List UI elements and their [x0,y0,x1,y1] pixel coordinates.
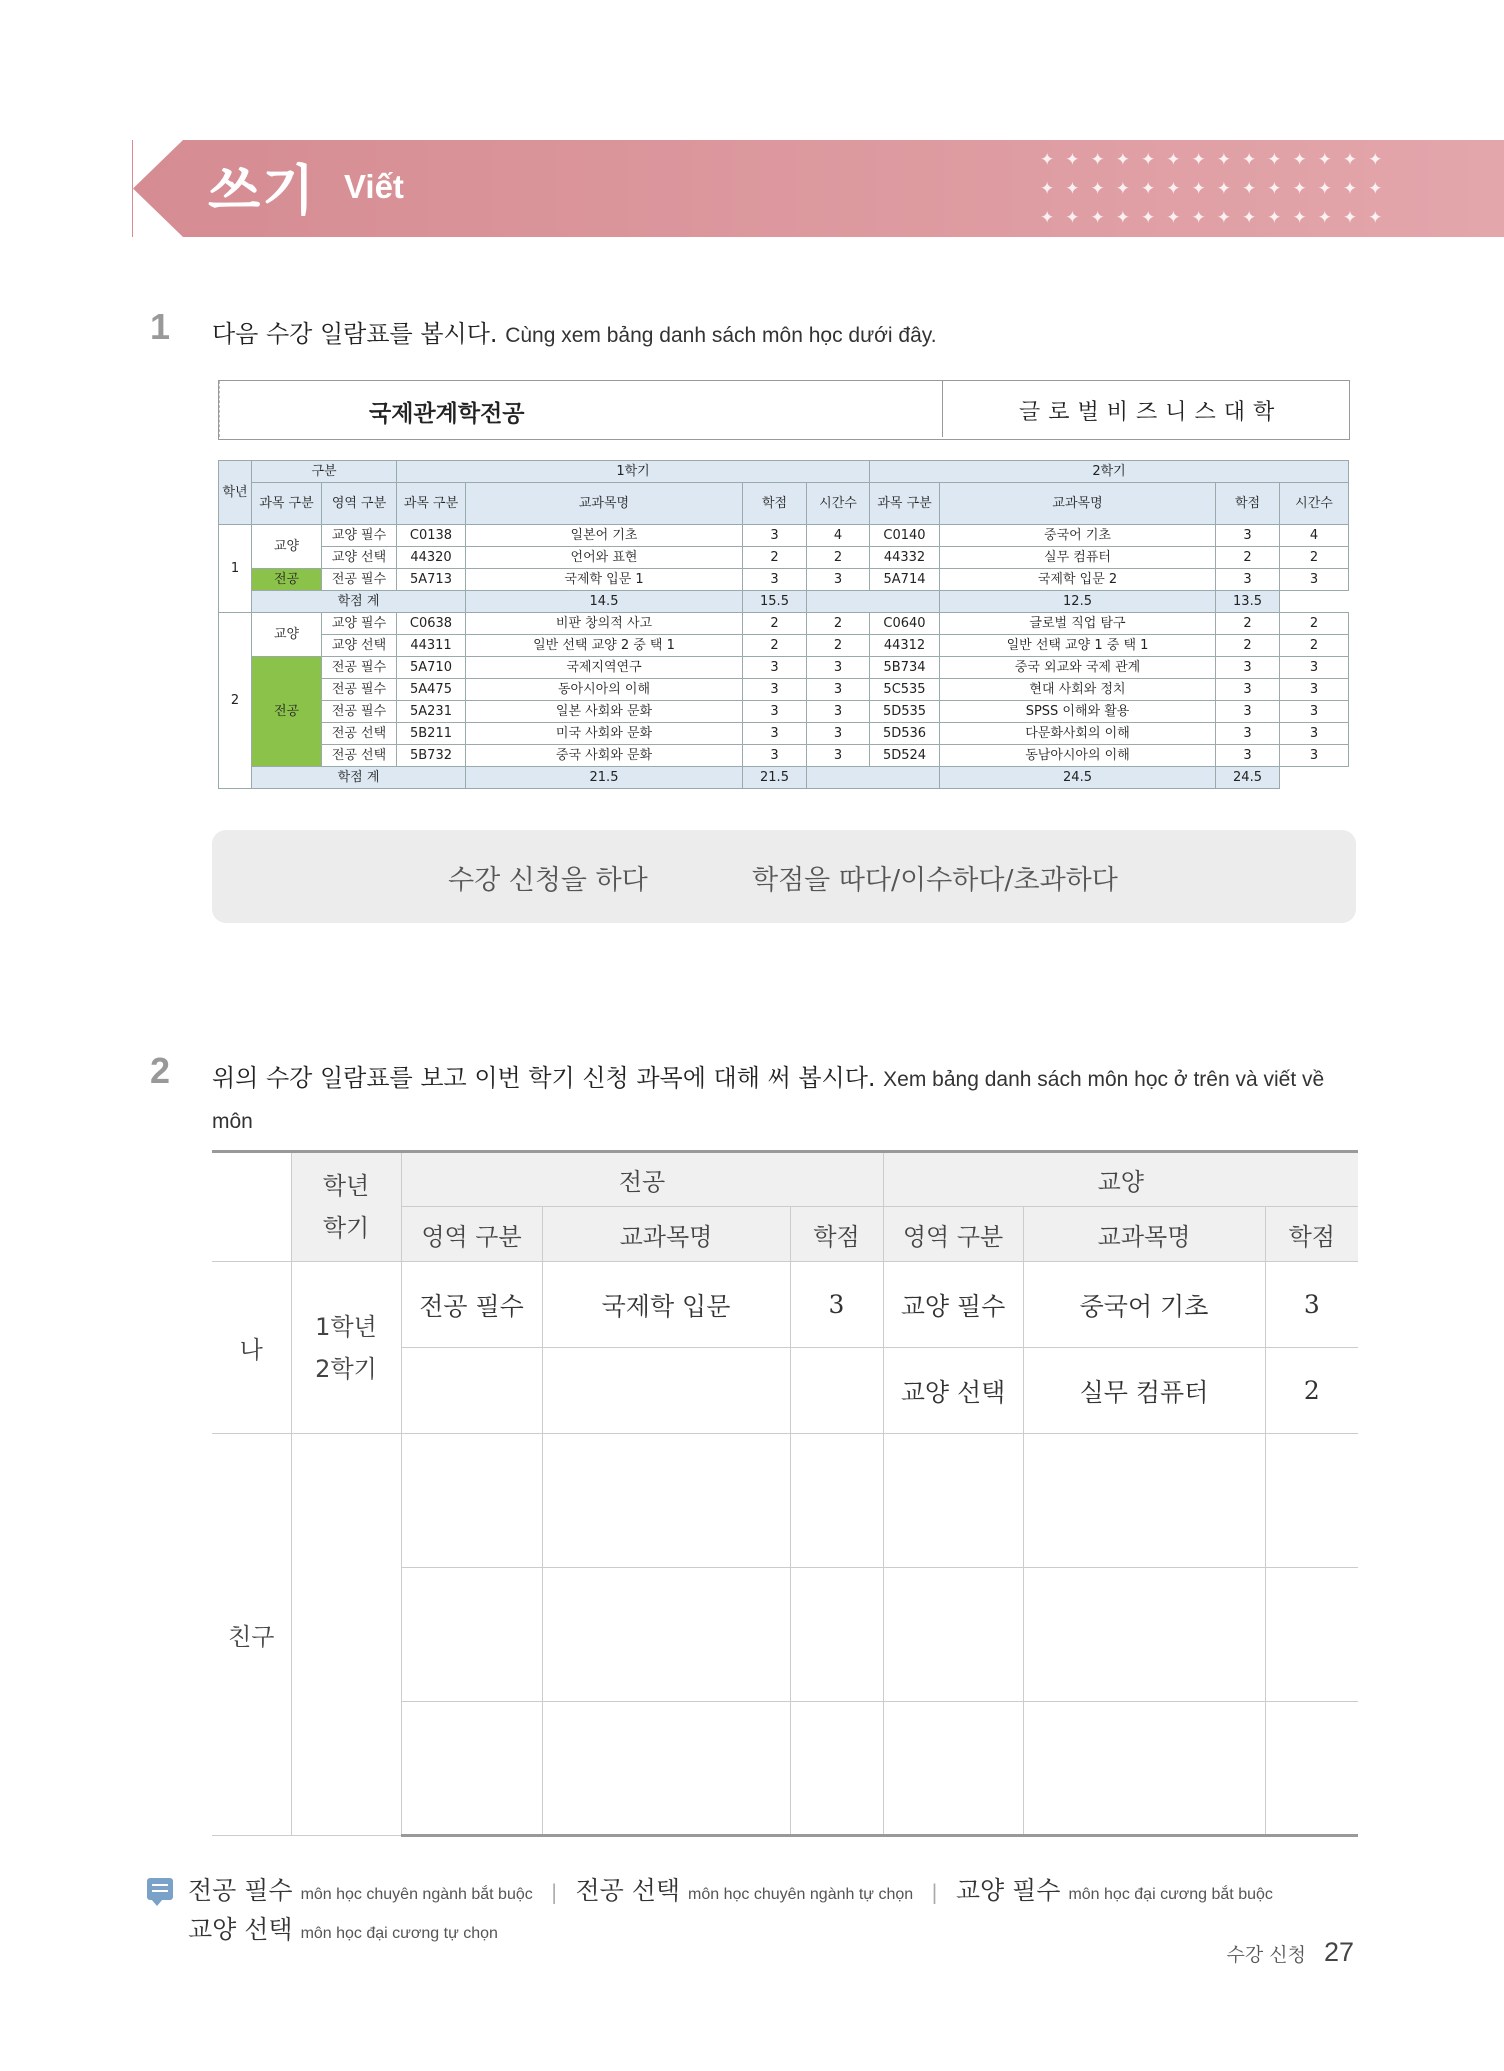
writing-cell[interactable] [1023,1568,1265,1702]
number-cell: 3 [1216,657,1280,679]
course-name-cell: 일반 선택 교양 2 중 택 1 [466,635,743,657]
header-course-type: 과목 구분 [252,483,322,525]
credit-sum-blank [807,591,940,613]
schedule-row [219,613,1349,635]
course-code-cell: 5B734 [870,657,940,679]
writing-major-area: 영역 구분 [401,1207,542,1262]
number-cell: 2 [1280,635,1349,657]
writing-cell[interactable] [790,1434,883,1568]
header-code-1: 과목 구분 [397,483,466,525]
writing-cell[interactable] [883,1702,1023,1836]
number-cell: 3 [1280,657,1349,679]
course-code-cell: 5A231 [397,701,466,723]
area-type-cell: 전공 필수 [322,657,397,679]
course-type-cell: 교양 [252,525,322,569]
writing-cell[interactable] [401,1568,542,1702]
writing-cell[interactable]: 3 [1265,1262,1358,1348]
schedule-header-row-1 [219,461,1349,483]
writing-major-header: 전공 [401,1152,883,1207]
number-cell: 3 [1216,723,1280,745]
header-name-2: 교과목명 [940,483,1216,525]
area-type-cell: 전공 필수 [322,701,397,723]
number-cell: 3 [1280,723,1349,745]
banner-star-pattern: ✦✦✦✦✦✦✦✦✦✦✦✦✦✦ ✦✦✦✦✦✦✦✦✦✦✦✦✦✦ ✦✦✦✦✦✦✦✦✦✦✦✦✦✦ [1040,150,1394,228]
banner-title-vietnamese: Viết [344,168,404,205]
course-name-cell: 일본어 기초 [466,525,743,547]
writing-cell[interactable] [883,1568,1023,1702]
credit-sum-value: 14.5 [466,591,743,613]
number-cell: 3 [1216,745,1280,767]
writing-sem-label: 학기 [322,1214,370,1242]
writing-cell[interactable] [1265,1702,1358,1836]
credit-sum-label: 학점 계 [252,591,466,613]
writing-cell[interactable] [1023,1702,1265,1836]
number-cell: 3 [1216,679,1280,701]
course-type-cell: 전공 [252,569,322,591]
area-type-cell: 전공 필수 [322,679,397,701]
course-name-cell: 중국어 기초 [940,525,1216,547]
course-code-cell: 5A475 [397,679,466,701]
writing-cell[interactable]: 2 [1265,1348,1358,1434]
number-cell: 2 [807,635,870,657]
footnote-term-1: 전공 필수 [188,1876,293,1905]
question-2-vietnamese-1: Xem bảng danh sách môn học ở trên và viết về môn [212,1068,1325,1133]
number-cell: 3 [1216,569,1280,591]
year-cell: 1 [219,525,252,613]
writing-general-header: 교양 [883,1152,1358,1207]
schedule-row [219,547,1349,569]
number-cell: 3 [743,679,807,701]
number-cell: 3 [807,679,870,701]
course-type-cell: 전공 [252,657,322,767]
header-name-1: 교과목명 [466,483,743,525]
schedule-row [219,745,1349,767]
hours-sum-value: 13.5 [1216,591,1280,613]
question-1-vietnamese: Cùng xem bảng danh sách môn học dưới đây. [505,324,937,347]
writing-general-area: 영역 구분 [883,1207,1023,1262]
number-cell: 2 [807,613,870,635]
header-hours-2: 시간수 [1280,483,1349,525]
header-hours-1: 시간수 [807,483,870,525]
schedule-header-row-2 [219,483,1349,525]
schedule-title-left [219,381,943,437]
header-credit-1: 학점 [743,483,807,525]
number-cell: 2 [743,547,807,569]
course-code-cell: C0640 [870,613,940,635]
writing-cell[interactable]: 교양 선택 [883,1348,1023,1434]
schedule-row [219,635,1349,657]
number-cell: 3 [743,525,807,547]
number-cell: 3 [1216,525,1280,547]
page-footer [1226,1937,1354,1968]
writing-friend-label: 친구 [212,1434,291,1836]
number-cell: 3 [807,569,870,591]
number-cell: 2 [743,613,807,635]
writing-cell[interactable]: 실무 컴퓨터 [1023,1348,1265,1434]
course-name-cell: 다문화사회의 이해 [940,723,1216,745]
header-category: 구분 [252,461,397,483]
number-cell: 3 [807,745,870,767]
note-icon [147,1878,173,1900]
area-type-cell: 교양 필수 [322,525,397,547]
writing-me-label: 나 [212,1262,291,1434]
course-schedule-table [218,460,1349,789]
course-type-cell: 교양 [252,613,322,657]
course-code-cell: 44320 [397,547,466,569]
schedule-row [219,701,1349,723]
number-cell: 3 [807,701,870,723]
course-code-cell: 5B732 [397,745,466,767]
course-code-cell: 5D536 [870,723,940,745]
course-code-cell: 5D535 [870,701,940,723]
writing-me-sem: 2학기 [315,1354,377,1383]
number-cell: 2 [807,547,870,569]
course-name-cell: 글로벌 직업 탐구 [940,613,1216,635]
credit-sum-row [219,591,1349,613]
credit-sum-value: 21.5 [466,767,743,789]
writing-me-year: 1학년 [315,1312,377,1341]
writing-cell[interactable] [542,1348,790,1434]
number-cell: 2 [1216,613,1280,635]
credit-sum-value: 24.5 [940,767,1216,789]
page-number: 27 [1323,1937,1354,1967]
course-code-cell: 5D524 [870,745,940,767]
hours-sum-value: 24.5 [1216,767,1280,789]
course-code-cell: 5C535 [870,679,940,701]
credit-sum-value: 12.5 [940,591,1216,613]
header-semester-1: 1학기 [397,461,870,483]
course-name-cell: 동남아시아의 이해 [940,745,1216,767]
course-name-cell: 미국 사회와 문화 [466,723,743,745]
header-semester-2: 2학기 [870,461,1349,483]
number-cell: 3 [1280,745,1349,767]
writing-cell[interactable]: 중국어 기초 [1023,1262,1265,1348]
number-cell: 2 [1216,547,1280,569]
course-name-cell: 일본 사회와 문화 [466,701,743,723]
writing-cell[interactable] [790,1568,883,1702]
number-cell: 3 [743,723,807,745]
schedule-title-box [218,380,1350,440]
schedule-row [219,525,1349,547]
course-code-cell: 5A710 [397,657,466,679]
hours-sum-value: 21.5 [743,767,807,789]
number-cell: 3 [807,657,870,679]
course-code-cell: 44311 [397,635,466,657]
area-type-cell: 전공 선택 [322,745,397,767]
writing-cell[interactable] [401,1434,542,1568]
course-name-cell: 국제학 입문 2 [940,569,1216,591]
course-name-cell: 국제학 입문 1 [466,569,743,591]
course-name-cell: 국제지역연구 [466,657,743,679]
footnote-line-2 [188,1910,498,1946]
writing-year-sem-header [291,1152,401,1262]
writing-cell[interactable] [542,1568,790,1702]
writing-cell[interactable] [790,1702,883,1836]
course-name-cell: 동아시아의 이해 [466,679,743,701]
writing-general-credit: 학점 [1265,1207,1358,1262]
number-cell: 2 [1216,635,1280,657]
writing-cell[interactable]: 국제학 입문 [542,1262,790,1348]
year-cell: 2 [219,613,252,789]
number-cell: 3 [807,723,870,745]
footnote-term-4: 교양 선택 [188,1915,293,1944]
area-type-cell: 전공 필수 [322,569,397,591]
writing-cell[interactable] [1265,1434,1358,1568]
number-cell: 4 [807,525,870,547]
footnote-term-3: 교양 필수 [955,1876,1061,1905]
course-name-cell: 현대 사회와 정치 [940,679,1216,701]
header-code-2: 과목 구분 [870,483,940,525]
question-1-korean: 다음 수강 일람표를 봅시다. [212,320,498,348]
writing-row-friend-1 [212,1434,1358,1568]
schedule-row [219,679,1349,701]
writing-cell[interactable] [542,1434,790,1568]
number-cell: 3 [743,745,807,767]
question-1-number: 1 [150,306,171,347]
page-section-name: 수강 신청 [1226,1944,1306,1966]
course-name-cell: 언어와 표현 [466,547,743,569]
separator: | [931,1880,938,1904]
footnote-term-2: 전공 선택 [575,1876,681,1905]
course-name-cell: SPSS 이해와 활용 [940,701,1216,723]
footnote-line-1 [188,1871,1273,1907]
course-name-cell: 비판 창의적 사고 [466,613,743,635]
course-code-cell: C0140 [870,525,940,547]
header-area-type: 영역 구분 [322,483,397,525]
writing-cell[interactable] [291,1434,401,1836]
writing-cell[interactable]: 전공 필수 [401,1262,542,1348]
course-code-cell: C0638 [397,613,466,635]
writing-cell[interactable] [883,1434,1023,1568]
schedule-body [219,525,1349,789]
number-cell: 3 [1280,569,1349,591]
header-credit-2: 학점 [1216,483,1280,525]
vocab-item-1: 수강 신청을 하다 [448,865,648,896]
course-code-cell: 44332 [870,547,940,569]
writing-cell[interactable]: 교양 필수 [883,1262,1023,1348]
schedule-major-title: 국제관계학전공 [369,401,525,427]
credit-sum-row [219,767,1349,789]
separator: | [550,1880,558,1904]
writing-cell[interactable] [1023,1434,1265,1568]
course-code-cell: 5A714 [870,569,940,591]
number-cell: 2 [1280,547,1349,569]
writing-year-label: 학년 [322,1172,370,1200]
question-2-korean: 위의 수강 일람표를 보고 이번 학기 신청 과목에 대해 써 봅시다. [212,1064,876,1092]
course-name-cell: 일반 선택 교양 1 중 택 1 [940,635,1216,657]
number-cell: 3 [1280,679,1349,701]
writing-cell[interactable] [790,1348,883,1434]
area-type-cell: 전공 선택 [322,723,397,745]
writing-cell[interactable] [401,1348,542,1434]
number-cell: 2 [743,635,807,657]
number-cell: 3 [743,657,807,679]
writing-major-course: 교과목명 [542,1207,790,1262]
schedule-row [219,657,1349,679]
footnote-def-3: môn học đại cương bắt buộc [1068,1886,1273,1903]
footnote-def-1: môn học chuyên ngành bắt buộc [300,1886,533,1903]
hours-sum-value: 15.5 [743,591,807,613]
footnote-def-2: môn học chuyên ngành tự chọn [688,1886,914,1903]
course-code-cell: 5B211 [397,723,466,745]
writing-row-me-1 [212,1262,1358,1348]
schedule-college-title: 글로벌비즈니스대학 [1019,400,1283,425]
writing-general-course: 교과목명 [1023,1207,1265,1262]
course-name-cell: 실무 컴퓨터 [940,547,1216,569]
course-code-cell: 5A713 [397,569,466,591]
writing-cell[interactable] [542,1702,790,1836]
course-name-cell: 중국 외교와 국제 관계 [940,657,1216,679]
question-2-number: 2 [150,1050,171,1091]
banner-title-korean: 쓰기 [208,159,317,222]
number-cell: 4 [1280,525,1349,547]
writing-major-credit: 학점 [790,1207,883,1262]
course-code-cell: C0138 [397,525,466,547]
area-type-cell: 교양 선택 [322,635,397,657]
number-cell: 3 [1280,701,1349,723]
area-type-cell: 교양 선택 [322,547,397,569]
schedule-row [219,569,1349,591]
credit-sum-blank [807,767,940,789]
writing-cell[interactable] [1265,1568,1358,1702]
writing-table [212,1150,1358,1837]
course-name-cell: 중국 사회와 문화 [466,745,743,767]
writing-header-row-1 [212,1152,1358,1207]
vocabulary-box [212,830,1356,923]
schedule-row [219,723,1349,745]
header-year: 학년 [219,461,252,525]
vocab-item-2: 학점을 따다/이수하다/초과하다 [752,865,1118,896]
writing-cell[interactable] [401,1702,542,1836]
credit-sum-label: 학점 계 [252,767,466,789]
writing-cell[interactable]: 3 [790,1262,883,1348]
area-type-cell: 교양 필수 [322,613,397,635]
question-1-text [212,314,937,349]
footnote-def-4: môn học đại cương tự chọn [300,1925,498,1942]
course-code-cell: 44312 [870,635,940,657]
number-cell: 2 [1280,613,1349,635]
number-cell: 3 [743,569,807,591]
writing-corner [212,1152,291,1262]
number-cell: 3 [743,701,807,723]
number-cell: 3 [1216,701,1280,723]
writing-me-year-sem [291,1262,401,1434]
